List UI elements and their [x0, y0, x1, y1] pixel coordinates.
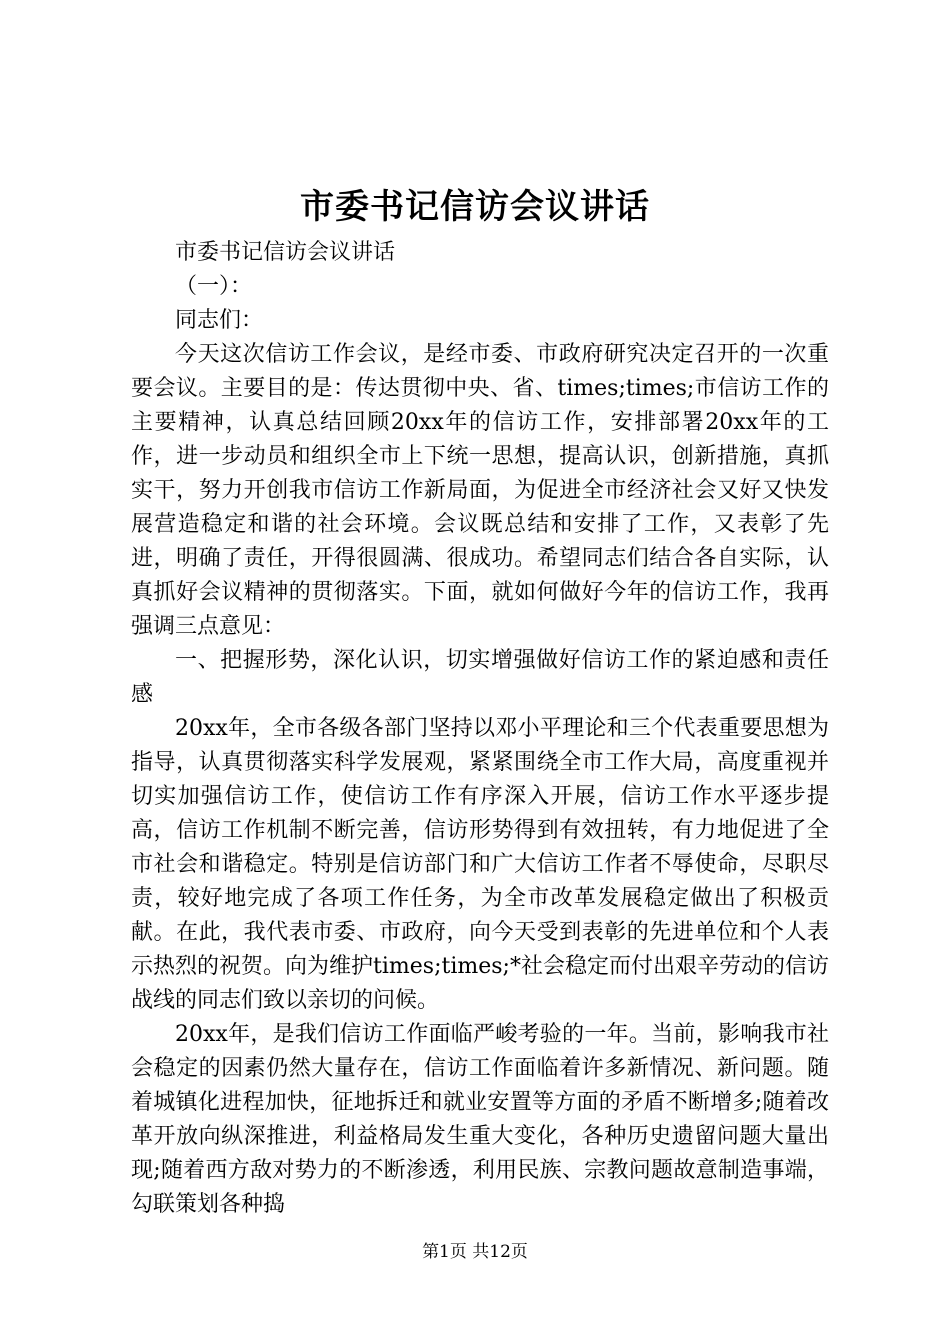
paragraph-review: 20xx年，全市各级各部门坚持以邓小平理论和三个代表重要思想为指导，认真贯彻落实科学发展观，紧紧围绕全市工作大局，高度重视并切实加强信访工作，使信访工作有序深入开展，信访工作水平逐步提高，信访工作机制不断完善，信访形势得到有效扭转，有力地促进了全市社会和谐稳定。特别是信访部门和广大信访工作者不辱使命，尽职尽责，较好地完成了各项工作任务，为全市改革发展稳定做出了积极贡献。在此，我代表市委、市政府，向今天受到表彰的先进单位和个人表示热烈的祝贺。向为维护times;times;*社会稳定而付出艰辛劳动的信访战线的同志们致以亲切的问候。: [131, 716, 829, 1013]
page-number-footer: 第1页 共12页: [422, 1242, 528, 1262]
paragraph-heading-one: 一、把握形势，深化认识，切实增强做好信访工作的紧迫感和责任感: [131, 648, 829, 707]
paragraph-section-marker: （一）：: [175, 274, 253, 299]
document-title: 市委书记信访会议讲话: [300, 187, 650, 227]
paragraph-salutation: 同志们：: [175, 308, 264, 333]
paragraph-situation: 20xx年，是我们信访工作面临严峻考验的一年。当前，影响我市社会稳定的因素仍然大量存在，信访工作面临着许多新情况、新问题。随着城镇化进程加快，征地拆迁和就业安置等方面的矛盾不断增多;随着改革开放向纵深推进，利益格局发生重大变化，各种历史遗留问题大量出现;随着西方敌对势力的不断渗透，利用民族、宗教问题故意制造事端，勾联策划各种捣: [131, 1022, 829, 1217]
paragraph-intro: 今天这次信访工作会议，是经市委、市政府研究决定召开的一次重要会议。主要目的是：传达贯彻中央、省、times;times;市信访工作的主要精神，认真总结回顾20xx年的信访工作，安排部署20xx年的工作，进一步动员和组织全市上下统一思想，提高认识，创新措施，真抓实干，努力开创我市信访工作新局面，为促进全市经济社会又好又快发展营造稳定和谐的社会环境。会议既总结和安排了工作，又表彰了先进，明确了责任，开得很圆满、很成功。希望同志们结合各自实际，认真抓好会议精神的贯彻落实。下面，就如何做好今年的信访工作，我再强调三点意见：: [131, 342, 829, 639]
document-body: [131, 236, 829, 1222]
paragraph-subtitle: 市委书记信访会议讲话: [175, 240, 396, 265]
